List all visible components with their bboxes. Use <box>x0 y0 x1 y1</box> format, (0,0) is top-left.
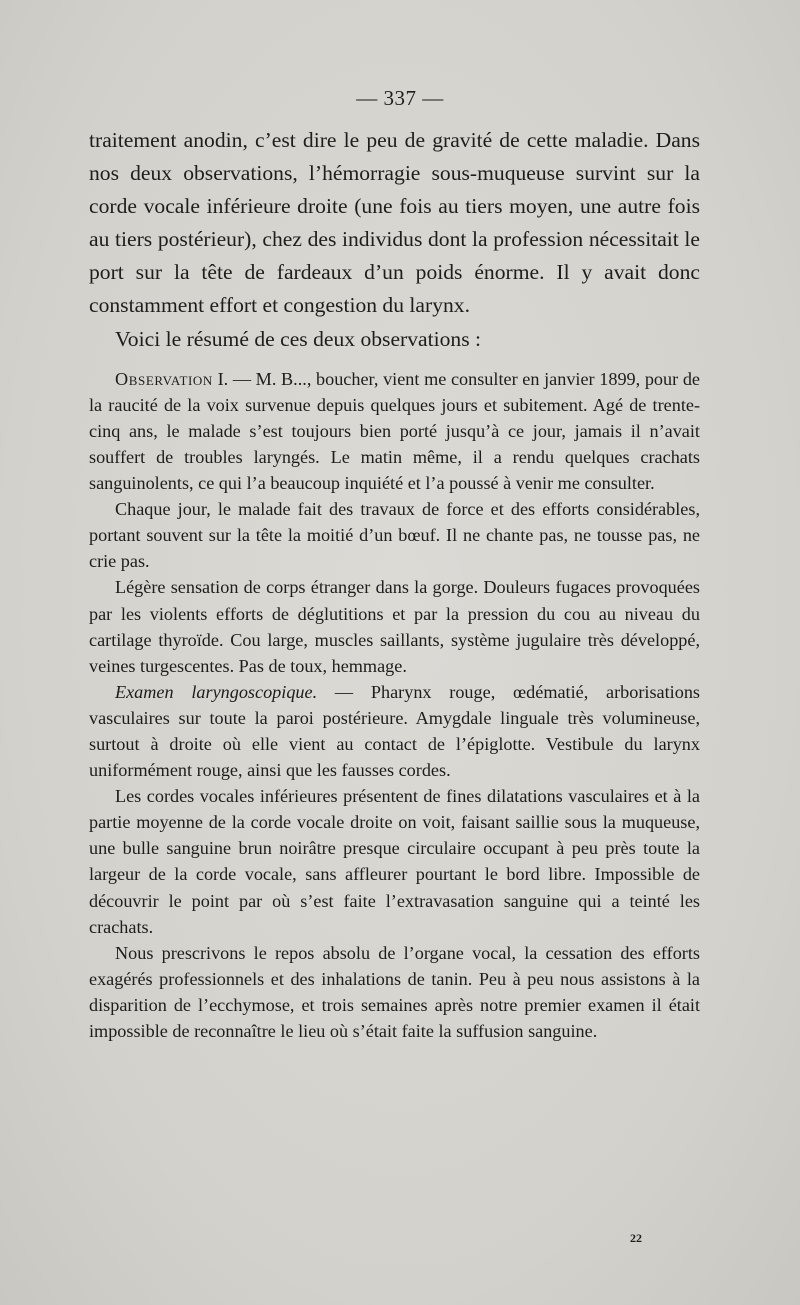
vocal-cords-paragraph: Les cordes vocales inférieures présentent de fines dilatations vasculaires et à la partie moyenne de la corde vocale droite on voit, faisant saillie sous la muqueuse, une bulle sanguine brun noirâtre presque circulaire occupant à peu près toute la largeur de la corde vocale, sans affleurer pourtant le bord libre. Impossible de découvrir le point par où s’est faite l’extravasation sanguine qui a teinté les crachats. <box>89 786 700 937</box>
observation-section <box>89 366 700 1044</box>
work-paragraph: Chaque jour, le malade fait des travaux de force et des efforts considérables, portant souvent sur la tête la moitié d’un bœuf. Il ne chante pas, ne tousse pas, ne crie pas. <box>89 499 700 572</box>
exam-paragraph <box>89 679 700 783</box>
summary-intro-paragraph: Voici le résumé de ces deux observations : <box>115 326 481 351</box>
observation-label: Observation <box>115 368 213 389</box>
page-number: — 337 — <box>356 86 444 110</box>
signature-mark: 22 <box>630 1231 642 1245</box>
exam-text: — Pharynx rouge, œdématié, arborisations vasculaires sur toute la paroi postérieure. Amygdale linguale très volumineuse, surtout à droite où elle vient au contact de l’épiglotte. Vestibule du larynx uniformément rouge, ainsi que les fausses cordes. <box>89 681 700 781</box>
intro-section <box>89 124 700 356</box>
observation-paragraph <box>89 366 700 496</box>
observation-text: I. — M. B..., boucher, vient me consulter en janvier 1899, pour de la raucité de la voix survenue depuis quelques jours et subitement. Agé de trente-cinq ans, le malade s’est toujours bien porté jusqu’à ce jour, jamais il n’avait souffert de troubles laryngés. Le matin même, il a rendu quelques crachats sanguinolents, ce qui l’a beaucoup inquiété et l’a poussé à venir me consulter. <box>89 368 700 494</box>
symptoms-paragraph: Légère sensation de corps étranger dans la gorge. Douleurs fugaces provoquées par les violents efforts de déglutitions et par la pression du cou au niveau du cartilage thyroïde. Cou large, muscles saillants, système jugulaire très développé, veines turgescentes. Pas de toux, hemmage. <box>89 577 700 676</box>
treatment-paragraph: Nous prescrivons le repos absolu de l’organe vocal, la cessation des efforts exagérés professionnels et des inhalations de tanin. Peu à peu nous assistons à la disparition de l’ecchymose, et trois semaines après notre premier examen il était impossible de reconnaître le lieu où s’était faite la suffusion sanguine. <box>89 942 700 1041</box>
intro-paragraph: traitement anodin, c’est dire le peu de gravité de cette maladie. Dans nos deux observations, l’hémorragie sous-muqueuse survint sur la corde vocale inférieure droite (une fois au tiers moyen, une autre fois au tiers postérieur), chez des individus dont la profession nécessitait le port sur la tête de fardeaux d’un poids énorme. Il y avait donc constamment effort et congestion du larynx. <box>89 128 700 318</box>
exam-label: Examen laryngoscopique. <box>115 681 318 702</box>
page-body <box>89 124 700 1044</box>
